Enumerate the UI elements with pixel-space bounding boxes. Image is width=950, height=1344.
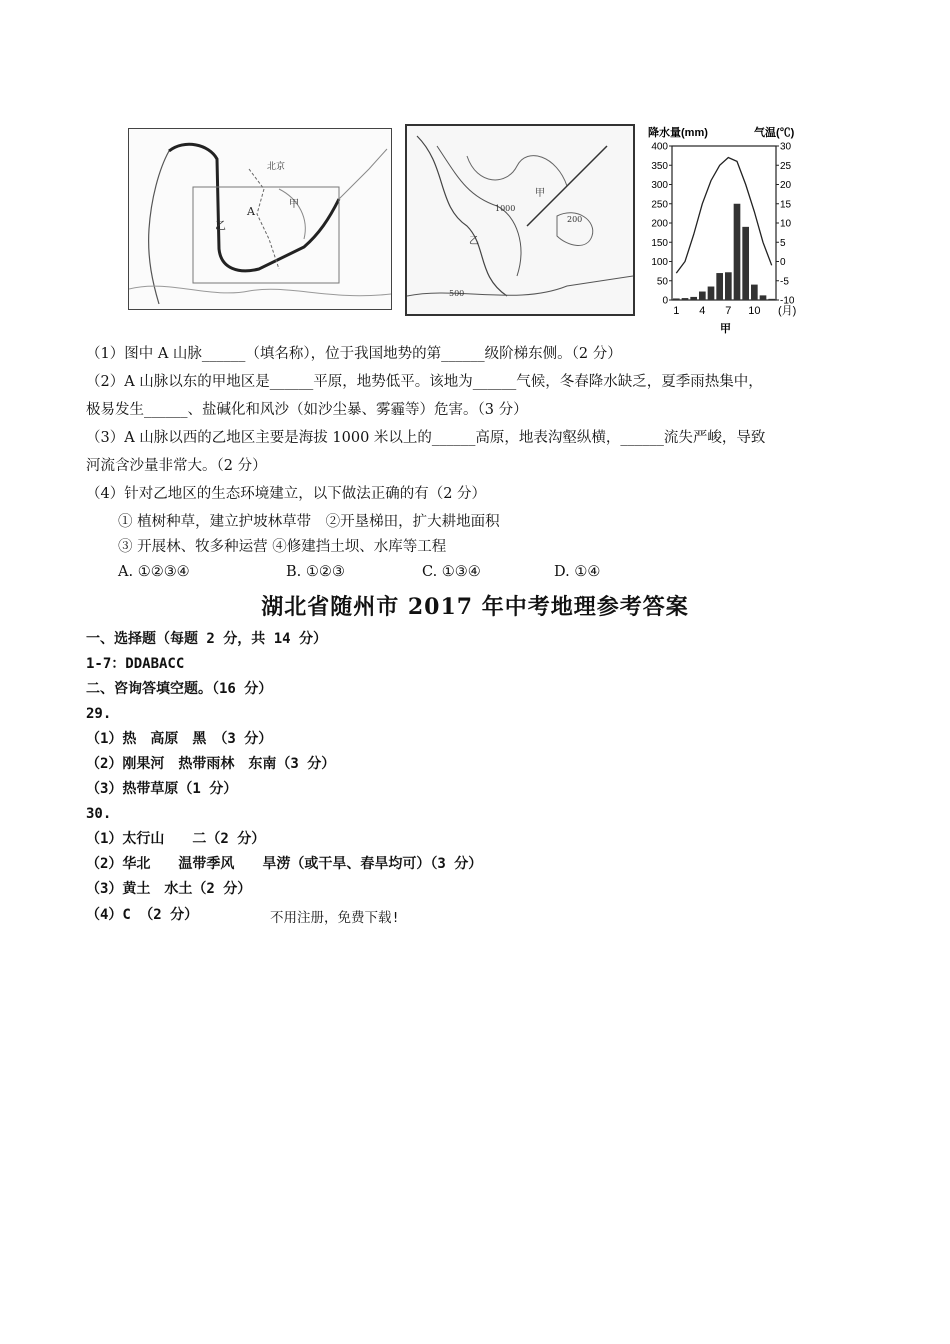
precip-tick-label: 300 bbox=[651, 180, 668, 191]
choice-b: B. ①②③ bbox=[286, 564, 345, 580]
temp-tick-label: -5 bbox=[780, 276, 789, 288]
precip-bar bbox=[734, 204, 741, 300]
month-tick-label: 1 bbox=[673, 305, 680, 317]
month-axis-unit: (月) bbox=[778, 305, 797, 317]
question-3-line-1: （3）A 山脉以西的乙地区主要是海拔 1000 米以上的______高原，地表沟壑纵横，______流失严峻，导致 bbox=[86, 430, 766, 446]
map2-label-yi: 乙 bbox=[469, 236, 479, 247]
climate-chart-svg bbox=[644, 122, 804, 337]
answer-q29-3: （3）热带草原（1 分） bbox=[86, 781, 238, 797]
precip-tick-label: 100 bbox=[651, 257, 668, 268]
temp-tick-label: 15 bbox=[780, 199, 792, 211]
regional-map-drawing bbox=[129, 129, 391, 309]
temp-tick-label: -10 bbox=[780, 295, 795, 307]
plot-frame bbox=[672, 146, 776, 300]
answer-section-2-heading: 二、咨询答填空题。（16 分） bbox=[86, 681, 273, 697]
precip-bar bbox=[690, 297, 697, 300]
month-tick-label: 7 bbox=[725, 305, 732, 317]
temp-tick-label: 5 bbox=[780, 237, 786, 249]
map2-contour-500: 500 bbox=[449, 289, 465, 298]
precip-tick-label: 0 bbox=[662, 295, 668, 307]
answer-q29-label: 29. bbox=[86, 706, 112, 722]
month-tick-label: 4 bbox=[699, 305, 706, 317]
choice-a: A. ①②③④ bbox=[118, 564, 190, 580]
map2-label-jia: 甲 bbox=[535, 188, 545, 199]
climate-chart bbox=[644, 122, 804, 337]
temperature-line bbox=[676, 158, 771, 274]
precip-tick-label: 250 bbox=[651, 199, 668, 211]
map1-label-yi: 乙 bbox=[215, 219, 226, 232]
precip-tick-label: 150 bbox=[651, 237, 668, 249]
answer-q30-label: 30. bbox=[86, 806, 112, 822]
precip-bar bbox=[682, 298, 689, 300]
precip-bar bbox=[751, 285, 758, 300]
map2-contour-1000: 1000 bbox=[495, 204, 516, 213]
map1-label-jia: 甲 bbox=[289, 199, 299, 210]
precip-bar bbox=[768, 299, 775, 300]
terrain-map bbox=[405, 124, 635, 316]
precip-bar bbox=[725, 272, 732, 300]
precip-axis-title: 降水量(mm) bbox=[648, 127, 708, 139]
map1-label-beijing: 北京 bbox=[267, 162, 286, 172]
question-4-options-line-1: ① 植树种草，建立护坡林草带 ②开垦梯田，扩大耕地面积 bbox=[118, 514, 500, 530]
map1-label-a: A bbox=[247, 205, 255, 218]
precip-bar bbox=[699, 292, 706, 300]
precip-bar bbox=[708, 287, 715, 300]
terrain-map-drawing bbox=[407, 126, 633, 314]
precip-bar bbox=[742, 227, 749, 300]
regional-map bbox=[128, 128, 392, 310]
temp-axis-title: 气温(℃) bbox=[754, 127, 795, 139]
answer-q30-1: （1）太行山 二（2 分） bbox=[86, 831, 266, 847]
answer-q29-1: （1）热 高原 黑 （3 分） bbox=[86, 731, 273, 747]
temp-tick-label: 25 bbox=[780, 160, 792, 172]
temp-tick-label: 20 bbox=[780, 180, 792, 191]
answer-q29-2: （2）刚果河 热带雨林 东南（3 分） bbox=[86, 756, 336, 772]
choice-d: D. ①④ bbox=[554, 564, 601, 580]
choice-c: C. ①③④ bbox=[422, 564, 481, 580]
precip-tick-label: 50 bbox=[656, 276, 668, 288]
precip-tick-label: 200 bbox=[651, 218, 668, 230]
answer-section-1-heading: 一、选择题（每题 2 分，共 14 分） bbox=[86, 631, 328, 647]
footer-note: 不用注册，免费下载! bbox=[270, 910, 400, 926]
answer-title: 湖北省随州市 2017 年中考地理参考答案 bbox=[261, 594, 689, 620]
question-3-line-2: 河流含沙量非常大。（2 分） bbox=[86, 458, 267, 474]
question-2-line-1: （2）A 山脉以东的甲地区是______平原，地势低平。该地为______气候，冬春降水缺乏，夏季雨热集中， bbox=[86, 374, 763, 390]
precip-tick-label: 400 bbox=[651, 141, 668, 153]
answer-choice-key: 1-7：DDABACC bbox=[86, 656, 185, 672]
temp-tick-label: 0 bbox=[780, 257, 786, 268]
temp-tick-label: 30 bbox=[780, 141, 792, 153]
figures-row bbox=[128, 122, 798, 342]
precip-bar bbox=[760, 295, 767, 300]
month-tick-label: 10 bbox=[748, 305, 761, 317]
precip-tick-label: 350 bbox=[651, 160, 668, 172]
answer-q30-4: （4）C （2 分） bbox=[86, 907, 199, 923]
temp-tick-label: 10 bbox=[780, 218, 792, 230]
precip-bar bbox=[673, 298, 680, 300]
question-4: （4）针对乙地区的生态环境建立，以下做法正确的有（2 分） bbox=[86, 486, 487, 502]
question-1: （1）图中 A 山脉______（填名称），位于我国地势的第______级阶梯东侧。（2 分） bbox=[86, 346, 622, 362]
answer-q30-2: （2）华北 温带季风 旱涝（或干旱、春旱均可）（3 分） bbox=[86, 856, 483, 872]
question-4-options-line-2: ③ 开展林、牧多种运营 ④修建挡土坝、水库等工程 bbox=[118, 539, 447, 555]
question-2-line-2: 极易发生______、盐碱化和风沙（如沙尘暴、雾霾等）危害。（3 分） bbox=[86, 402, 528, 418]
chart-caption: 甲 bbox=[720, 323, 731, 335]
precip-bar bbox=[716, 273, 723, 300]
answer-q30-3: （3）黄土 水土（2 分） bbox=[86, 881, 252, 897]
map2-contour-200: 200 bbox=[567, 215, 583, 224]
